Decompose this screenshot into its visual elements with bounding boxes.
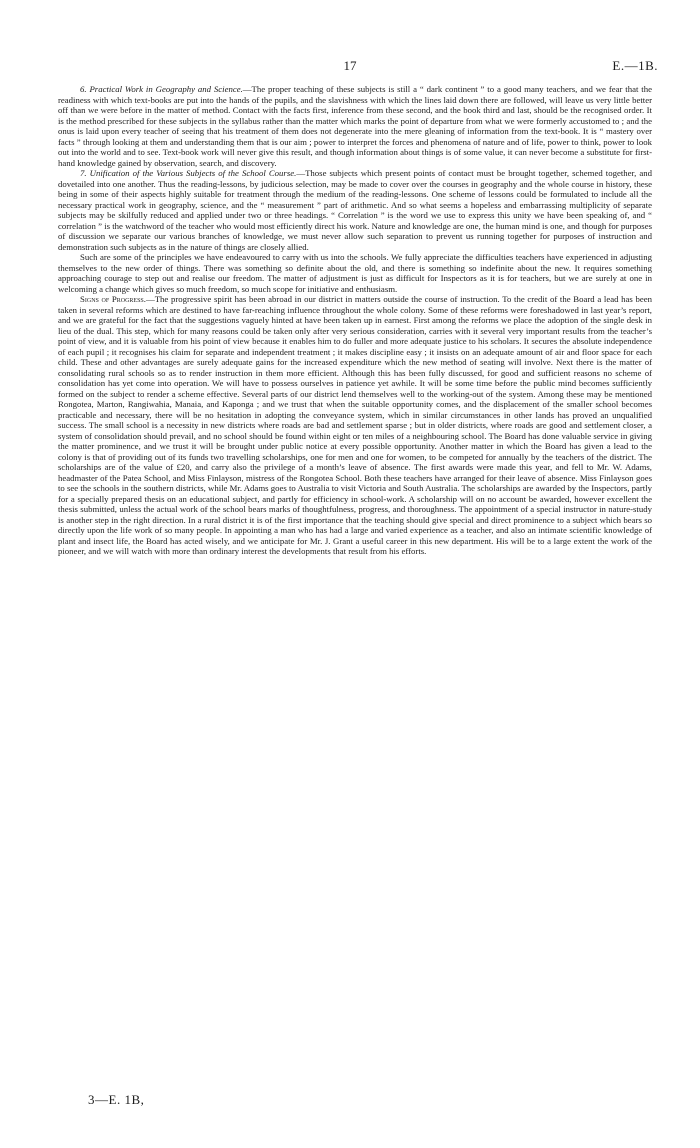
signature-mark: 3—E. 1B, — [88, 1092, 145, 1107]
paragraph-unification — [58, 168, 652, 252]
heading-geography: 6. Practical Work in Geography and Science. — [80, 84, 243, 94]
paragraph-principles — [58, 252, 652, 294]
heading-progress: Signs of Progress. — [80, 294, 146, 304]
paragraph-progress — [58, 294, 652, 557]
text-principles: Such are some of the principles we have endeavoured to carry with us into the schools. We fully appreciate the difficulties teachers have experienced in adjusting themselves to the new order of things. There was something so definite about the old, and there is something so indefinite about the new. It requires something approaching courage to step out and realise our freedom. The matter of adjustment is just as difficult for Inspectors as it is for teachers, but we are surely at one in welcoming a change which gives so much freedom, so much scope for initiative and enthusiasm. — [58, 252, 652, 294]
text-progress: —The progressive spirit has been abroad in our district in matters outside the course of instruction. To the credit of the Board a lead has been taken in several reforms which are destined to have far-reaching influence throughout the whole colony. Some of these reforms were foreshadowed in last year’s report, and we are grateful for the fact that the suggestions vaguely hinted at have been taken up in earnest. First among the reforms we place the adoption of the single desk in lieu of the dual. This step, which for many reasons could be taken only after very serious consideration, carries with it several very important results from the teacher’s point of view, and it is valuable from his point of view because it enables him to do fuller and more adequate justice to his scholars. It secures the absolute independence of each pupil ; it recognises his claim for separate and independent treatment ; it makes discipline easy ; it insists on an adequate amount of air and floor space for each child. These and other advantages are surely adequate gains for the increased expenditure which the new method of seating will involve. Next there is the matter of consolidating rural schools so as to render instruction in them more efficient. Although this has been fully discussed, for good and sufficient reasons no scheme of consolidation has yet come into operation. We will have to possess ourselves in patience yet awhile. It will be some time before the public mind becomes sufficiently formed on the subject to render a scheme effective. Several parts of our district lend themselves well to the working-out of the system. Among these may be mentioned Rongotea, Marton, Rangiwahia, Manaia, and Kaponga ; and we trust that when the suitable opportunity comes, and the displacement of the smaller school becomes practicable and necessary, there will be no hesitation in adopting the conveyance system, which in similar circumstances in other lands has proved an unqualified success. The small school is a necessity in new districts where roads are bad and settlement sparse ; but in older districts, where roads are good and settlement closer, a system of consolidation should prevail, and no school should be found within eight or ten miles of a neighbouring school. The Board has done valuable service in giving the matter prominence, and we trust it will be brought under public notice at every possible opportunity. Another matter in which the Board has given a lead to the colony is that of providing out of its funds two travelling scholarships, one for men and one for women, to be competed for annually by the teachers of the district. The scholarships are of the value of £20, and carry also the privilege of a month’s leave of absence. The first awards were made this year, and fell to Mr. W. Adams, headmaster of the Patea School, and Miss Finlayson, mistress of the Rongotea School. Both these teachers have arranged for their leave of absence. Miss Finlayson goes to see the schools in the southern districts, while Mr. Adams goes to Australia to visit Victoria and South Australia. The scholarships are awarded by the Inspectors, partly for a specially prepared thesis on an educational subject, and partly for efficiency in school-work. A scholarship will on no account be awarded, however excellent the thesis submitted, unless the actual work of the school bears marks of thoughtfulness, progress, and thoroughness. The appointment of a special instructor in nature-study is another step in the right direction. In a rural district it is of the first importance that the teaching should give special and direct prominence to a subject which bears so directly upon the life work of so many people. In appointing a man who has had a large and varied experience as a teacher, and also an intimate scientific knowledge of plant and insect life, the Board has acted wisely, and we anticipate for Mr. J. Grant a useful career in this new department. His will be to a large extent the work of the pioneer, and we will watch with more than ordinary interest the developments that result from his efforts. — [58, 294, 652, 556]
body-text — [58, 84, 652, 557]
page-reference: E.—1B. — [612, 58, 658, 73]
text-unification: —Those subjects which present points of contact must be brought together, schemed together, and dovetailed into one another. Thus the reading-lessons, by judicious selection, may be made to cover over the courses in geography and the whole course in history, these being in some of their aspects highly suitable for treatment through the medium of the reading-lessons. One scheme of lessons could be formulated to include all the necessary practical work in geography, science, and the “ measurement ” part of arithmetic. And so what seems a hopeless and embarrassing multiplicity of separate subjects may be skilfully reduced and applied under two or three headings. “ Correlation ” is the word we use to express this unity we have been speaking of, and “ correlation ” is the watchword of the teacher who would most efficiently direct his work. Nature and knowledge are one, the human mind is one, and though for purposes of discussion we separate our various branches of knowledge, we must never allow such separation to prevent us running together for purposes of instruction and demonstration such subjects as in the nature of things are closely allied. — [58, 168, 652, 252]
paragraph-geography — [58, 84, 652, 168]
text-geography: —The proper teaching of these subjects is still a “ dark continent ” to a good many teachers, and we fear that the readiness with which text-books are put into the hands of the pupils, and the slavishness with which the lines laid down there are followed, will leave us very little better off than we were before in the matter of method. Contact with the facts first, inference from these second, and the book third and last, should be the recognised order. It is the method prescribed for these subjects in the syllabus rather than the matter which marks the point of departure from what we were formerly accustomed to ; and the onus is laid upon every teacher of seeing that his treatment of them does not degenerate into the mere gleaning of information from the text-book. It is “ mastery over facts ” through looking at them and understanding them that is our aim ; power to interpret the forces and phenomena of nature and of life, power to think, power to look out into the world and to see. Text-book work will never give this result, and though information about things is of some value, it can never become a substitute for first-hand knowledge gained by observation, search, and discovery. — [58, 84, 652, 168]
heading-unification: 7. Unification of the Various Subjects of the School Course. — [80, 168, 297, 178]
page-number: 17 — [343, 58, 357, 73]
